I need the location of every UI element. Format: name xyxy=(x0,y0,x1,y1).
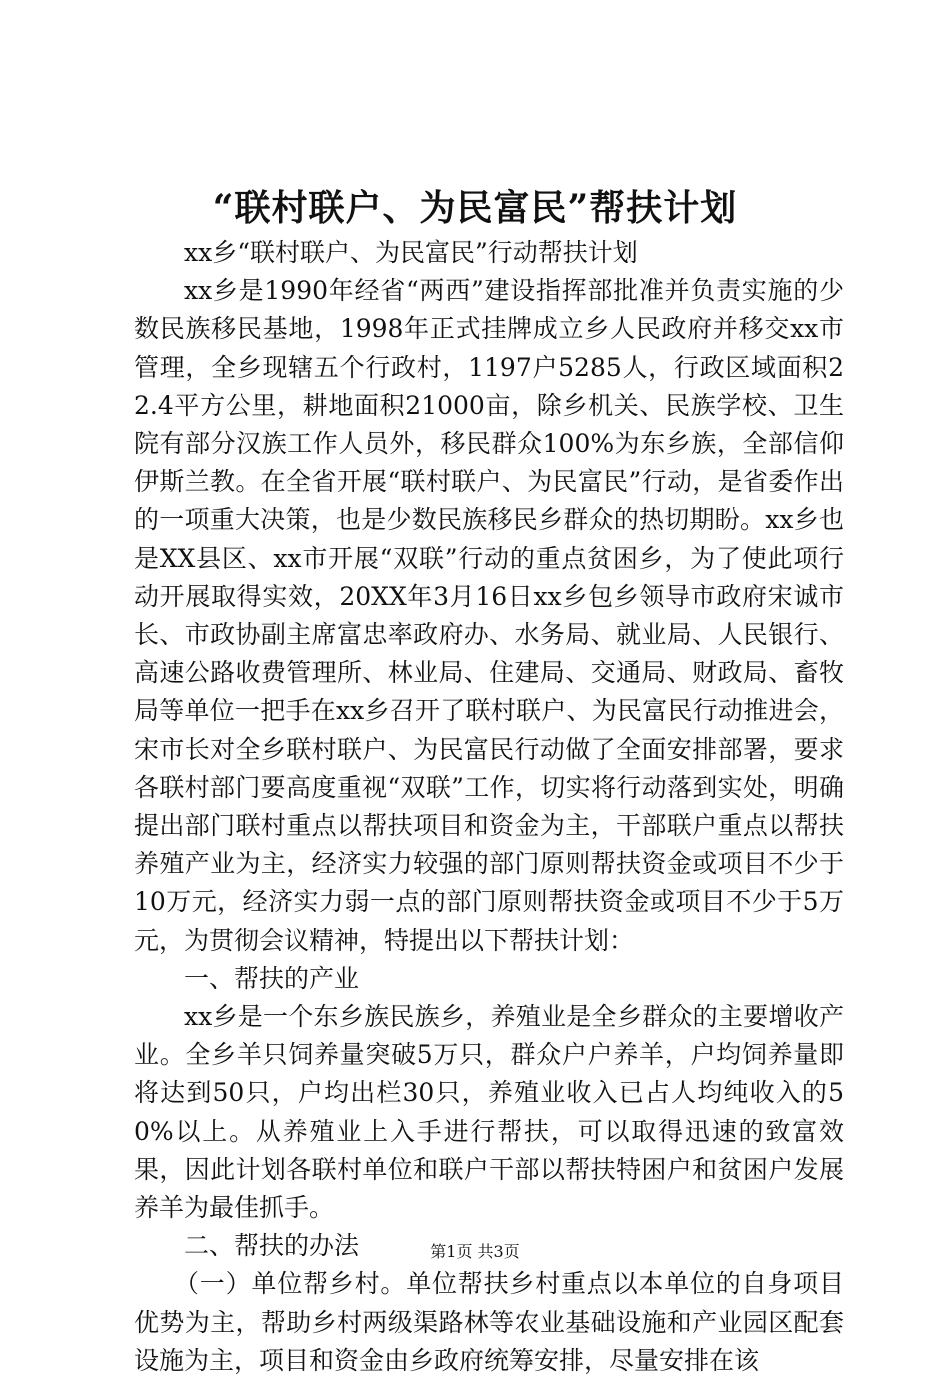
document-subtitle: xx乡“联村联户、为民富民”行动帮扶计划 xyxy=(184,238,638,267)
paragraph-methods-unit: （一）单位帮乡村。单位帮扶乡村重点以本单位的自身项目优势为主，帮助乡村两级渠路林等农业基础设施和产业园区配套设施为主，项目和资金由乡政府统筹安排，尽量安排在该 xyxy=(134,1269,844,1375)
paragraph-intro: xx乡是1990年经省“两西”建设指挥部批准并负责实施的少数民族移民基地，1998年正式挂牌成立乡人民政府并移交xx市管理，全乡现辖五个行政村，1197户5285人，行政区域面积22.4平方公里，耕地面积21000亩，除乡机关、民族学校、卫生院有部分汉族工作人员外，移民群众100%为东乡族，全部信仰伊斯兰教。在全省开展“联村联户、为民富民”行动，是省委作出的一项重大决策，也是少数民族移民乡群众的热切期盼。xx乡也是XX县区、xx市开展“双联”行动的重点贫困乡，为了使此项行动开展取得实效，20XX年3月16日xx乡包乡领导市政府宋诚市长、市政协副主席富忠率政府办、水务局、就业局、人民银行、高速公路收费管理所、林业局、住建局、交通局、财政局、畜牧局等单位一把手在xx乡召开了联村联户、为民富民行动推进会，宋市长对全乡联村联户、为民富民行动做了全面安排部署，要求各联村部门要高度重视“双联”工作，切实将行动落到实处，明确提出部门联村重点以帮扶项目和资金为主，干部联户重点以帮扶养殖产业为主，经济实力较强的部门原则帮扶资金或项目不少于10万元，经济实力弱一点的部门原则帮扶资金或项目不少于5万元，为贯彻会议精神，特提出以下帮扶计划： xyxy=(134,276,844,955)
section-heading-methods: 二、帮扶的办法 xyxy=(184,1231,360,1261)
document-title: “联村联户、为民富民”帮扶计划 xyxy=(212,187,738,229)
section-heading-industry: 一、帮扶的产业 xyxy=(184,963,360,993)
paragraph-industry: xx乡是一个东乡族民族乡，养殖业是全乡群众的主要增收产业。全乡羊只饲养量突破5万只，群众户户养羊，户均饲养量即将达到50只，户均出栏30只，养殖业收入已占人均纯收入的50%以上。从养殖业上入手进行帮扶，可以取得迅速的致富效果，因此计划各联村单位和联户干部以帮扶特困户和贫困户发展养羊为最佳抓手。 xyxy=(134,1002,844,1223)
page-number-footer: 第1页 共3页 xyxy=(430,1242,520,1261)
document-body xyxy=(134,234,844,1380)
